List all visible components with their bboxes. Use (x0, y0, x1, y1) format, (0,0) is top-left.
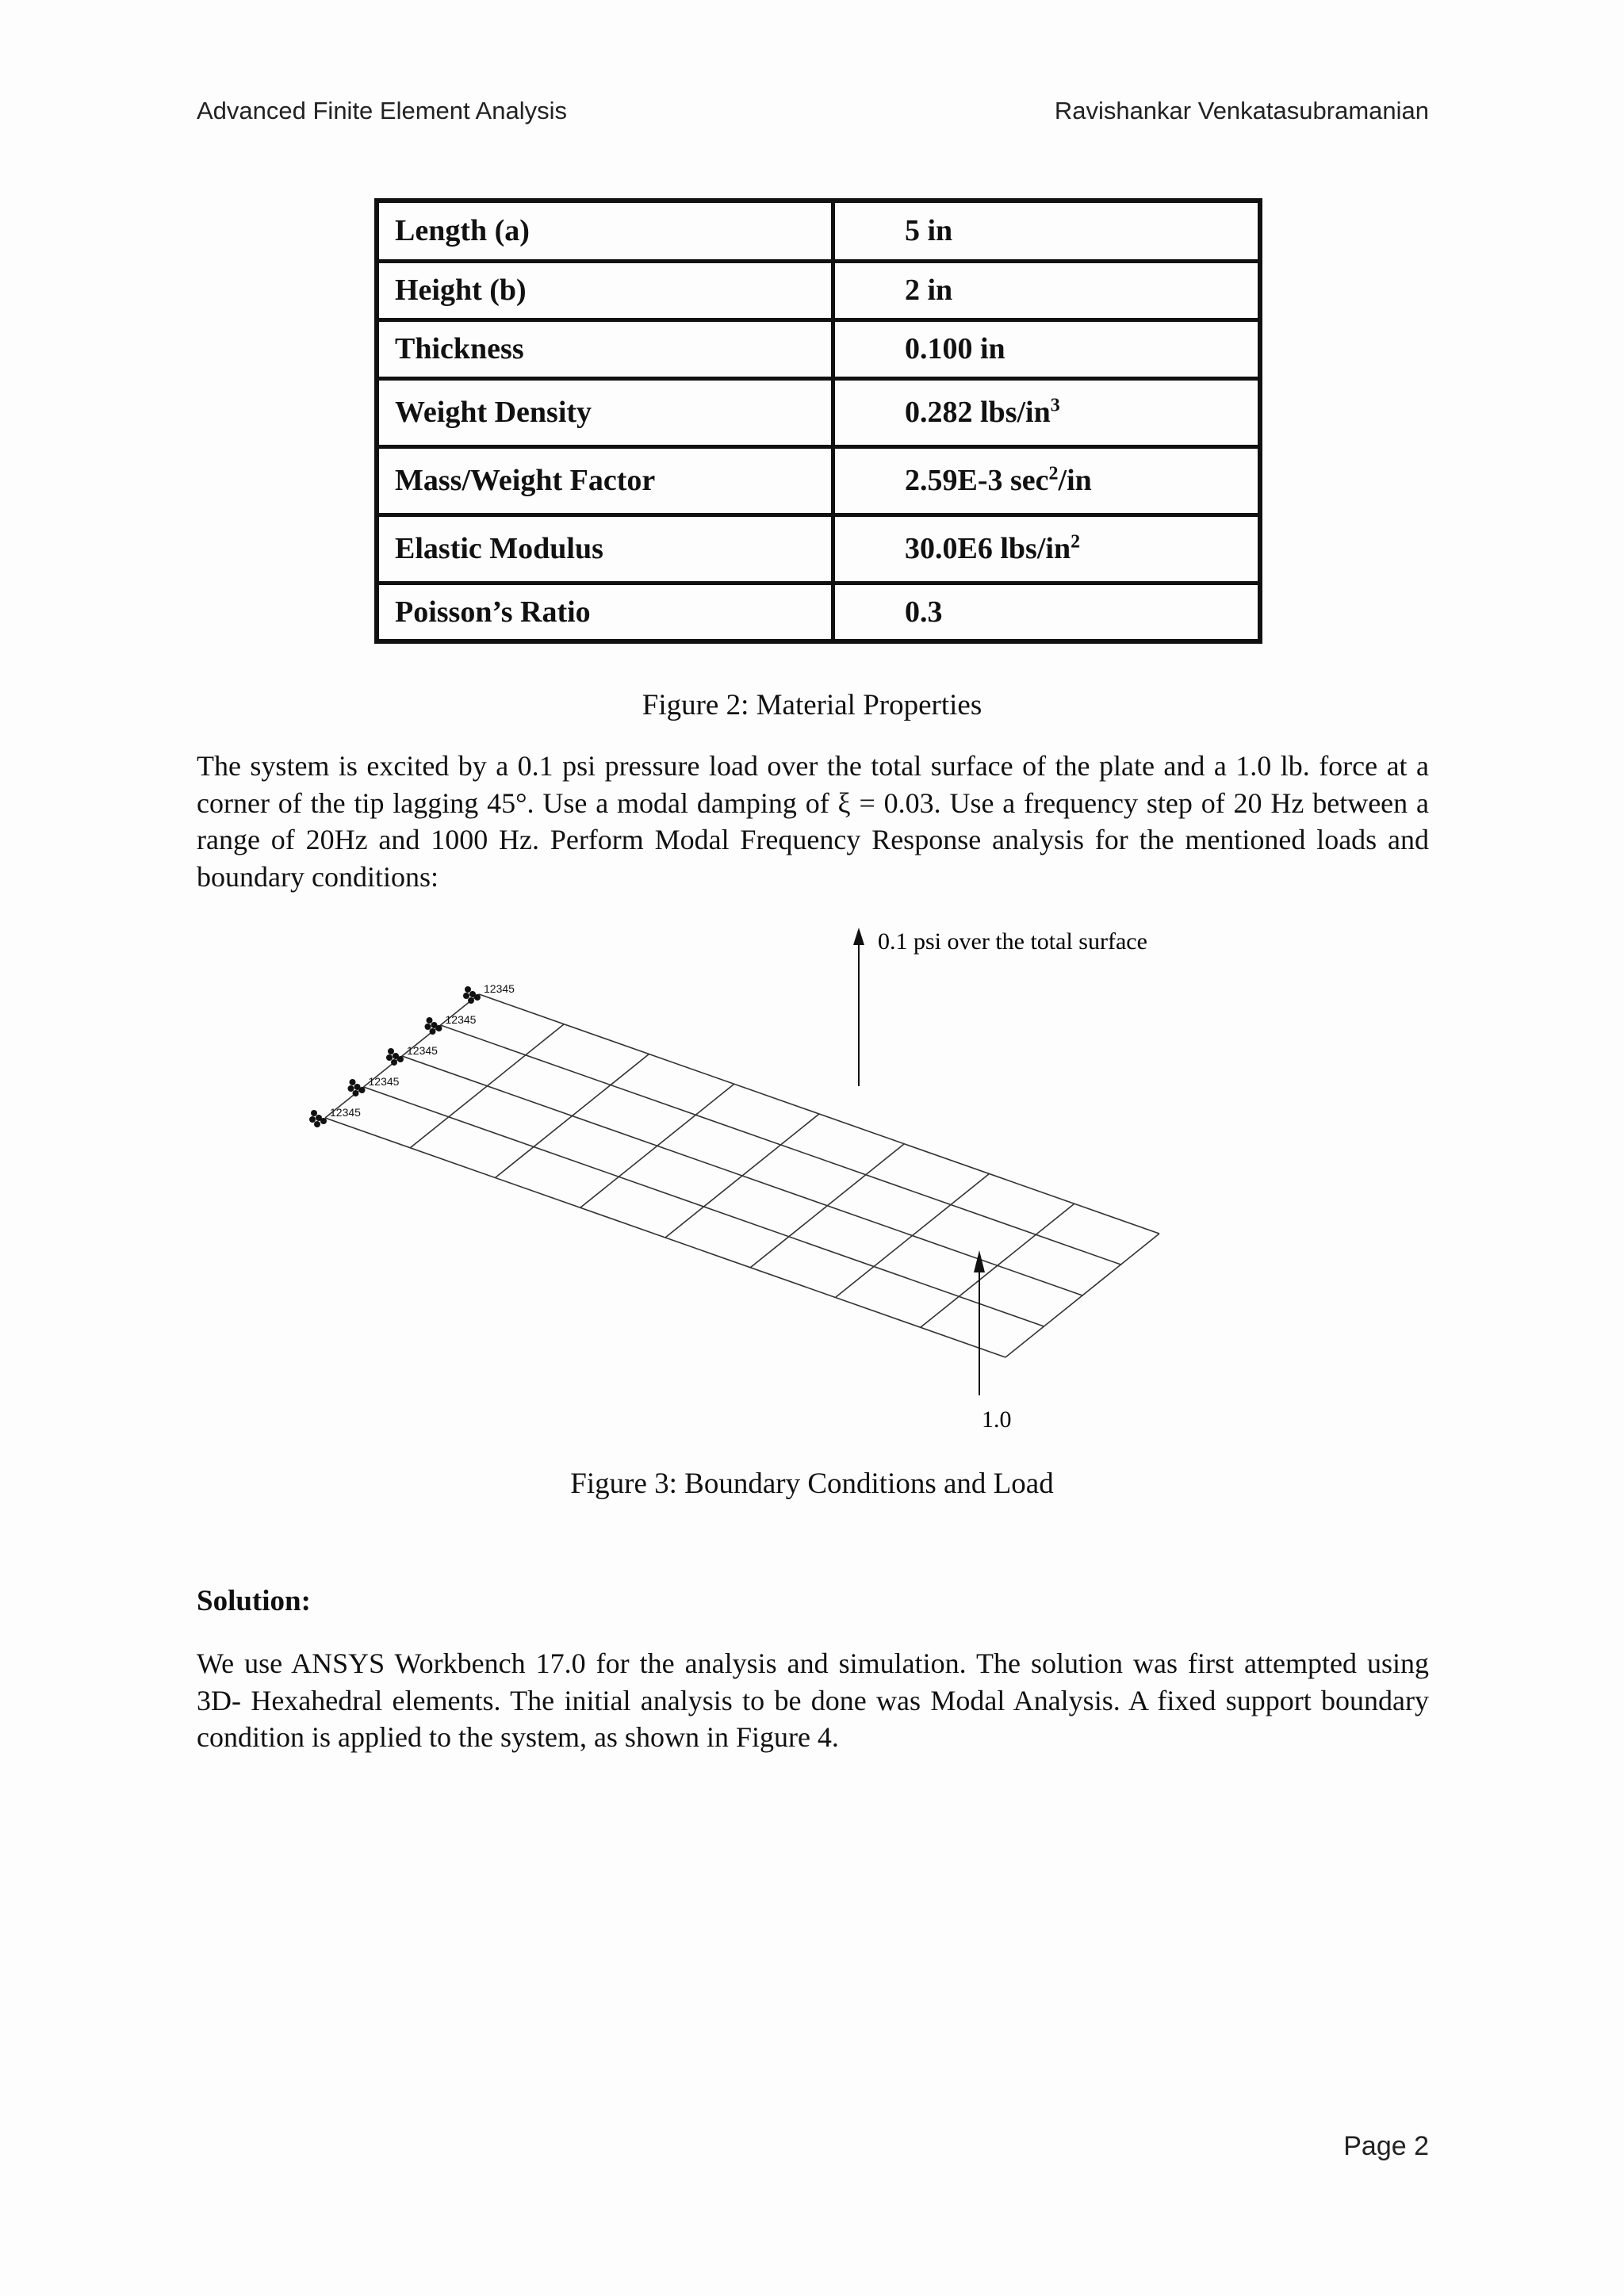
pressure-arrow (853, 928, 864, 1086)
value-suffix: /in (1058, 464, 1092, 497)
table-row (377, 201, 1260, 261)
constraint-label: 12345 (445, 1013, 477, 1026)
property-value (833, 446, 1261, 515)
problem-paragraph: The system is excited by a 0.1 psi pressure load over the total surface of the plate and a 1.0 lb. force at a corner of the tip lagging 45°. Use a modal damping of ξ = 0.03. Use a frequency step of 20 Hz between a range of 20Hz and 1000 Hz. Perform Modal Frequency Response analysis for the mentioned loads and boundary conditions: (197, 750, 1429, 893)
value-text: 5 in (905, 214, 953, 248)
table-row (377, 261, 1260, 320)
mesh-line (921, 1203, 1074, 1327)
value-text: 2.59E-3 sec (905, 464, 1049, 497)
value-text: 0.100 in (905, 332, 1005, 365)
property-value (833, 320, 1261, 378)
header-left: Advanced Finite Element Analysis (197, 97, 567, 124)
constraint-label: 12345 (330, 1106, 361, 1119)
property-value (833, 378, 1261, 446)
mesh-line (750, 1144, 904, 1268)
mesh-line (410, 1024, 564, 1148)
value-text: 0.282 lbs/in (905, 396, 1051, 429)
page-number: Page 2 (1343, 2131, 1429, 2161)
property-value (833, 261, 1261, 320)
mesh-line (580, 1084, 734, 1207)
property-value (833, 583, 1261, 641)
force-label: 1.0 (982, 1406, 1012, 1433)
property-label: Poisson’s Ratio (377, 583, 833, 641)
table-row (377, 446, 1260, 515)
property-label: Height (b) (377, 261, 833, 320)
value-text: 2 in (905, 274, 953, 307)
material-properties-table (374, 198, 1262, 644)
constraint-symbol (463, 982, 515, 1004)
fixed-constraints (309, 982, 515, 1127)
property-value (833, 515, 1261, 583)
mesh-line (665, 1114, 819, 1238)
value-superscript: 2 (1071, 531, 1081, 553)
force-arrow (974, 1250, 985, 1395)
constraint-symbol (348, 1075, 400, 1096)
figure3-caption: Figure 3: Boundary Conditions and Load (570, 1468, 1054, 1500)
property-label: Weight Density (377, 378, 833, 446)
constraint-label: 12345 (368, 1075, 400, 1088)
table-row (377, 378, 1260, 446)
mesh-line (1005, 1234, 1159, 1357)
property-label: Elastic Modulus (377, 515, 833, 583)
property-label: Length (a) (377, 201, 833, 261)
table-row (377, 320, 1260, 378)
solution-heading: Solution: (197, 1585, 311, 1617)
constraint-symbol (425, 1013, 477, 1035)
pressure-label: 0.1 psi over the total surface (878, 928, 1147, 955)
value-superscript: 3 (1050, 395, 1060, 416)
mesh-line (836, 1174, 990, 1298)
header-right: Ravishankar Venkatasubramanian (1054, 97, 1429, 124)
constraint-symbol (386, 1044, 438, 1066)
mesh-line (496, 1054, 649, 1178)
table-row (377, 583, 1260, 641)
constraint-label: 12345 (484, 982, 515, 995)
boundary-conditions-figure (330, 920, 1269, 1443)
value-superscript: 2 (1048, 463, 1059, 484)
table-row (377, 515, 1260, 583)
property-value (833, 201, 1261, 261)
figure2-caption: Figure 2: Material Properties (642, 689, 982, 721)
constraint-symbol (309, 1106, 361, 1127)
solution-paragraph: We use ANSYS Workbench 17.0 for the analysis and simulation. The solution was first attempted using 3D- Hexahedral elements. The initial analysis to be done was Modal Analysis. A fixed support boundary condition is applied to the system, as shown in Figure 4. (197, 1647, 1429, 1753)
value-text: 0.3 (905, 595, 943, 629)
property-label: Mass/Weight Factor (377, 446, 833, 515)
constraint-label: 12345 (407, 1044, 438, 1057)
plate-mesh (325, 994, 1159, 1357)
property-label: Thickness (377, 320, 833, 378)
value-text: 30.0E6 lbs/in (905, 532, 1071, 565)
